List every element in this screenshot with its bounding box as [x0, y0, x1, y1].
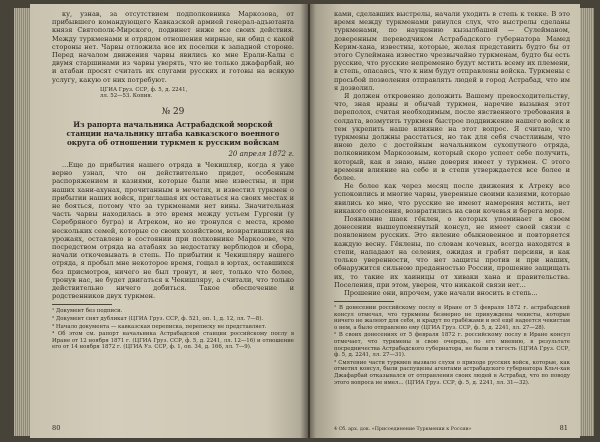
book-gutter — [300, 4, 316, 438]
right-footnote-1: ¹ В донесении российскому послу в Иране от 5 февраля 1872 г. астрабадский консул отмечал, что туркмены безмерно не принуждены чекисты, которые ничего не жалеют для себя, и крадут по грабёжами и всё ещё надеется чекистам о нем, а было отправлено ему (ЦГИА Груз. ССР, ф. 5, д. 2241, лл. 27—28). — [334, 305, 570, 331]
running-footer: 4 Сб. арх. док. «Присоединение Туркмении к России» — [334, 427, 472, 432]
document-number: № 29 — [161, 107, 185, 118]
document-heading: Из рапорта начальника Астрабадской морской станции начальнику штаба кавказского военного округа об отношении туркмен к русским войскам — [66, 120, 280, 148]
right-paragraph-4: Появление шаек гёклен, о которых упоминает в своем донесении вышеупомянутый консул, не имеет своей связи с появлением русских. Это явление обыкновенное и повторяется каждую весну. Гёклены, по словам кочевых, всегда находятся в степи, нападают на селения, ожидая и грабят персиян, и как только уверенности, что нет защиты против и при наших, обнаружится сильною преданностью России, прошение защищать их, то такие их хаиницы от хиваки хана и правительства. Поселения, при этом, уверен, что никакой связи нет... — [334, 215, 570, 289]
right-page — [310, 4, 580, 438]
left-footnote-1: ¹ Документ без подписи. — [52, 308, 123, 315]
footnote-divider — [52, 304, 112, 305]
left-footnotes — [52, 308, 294, 351]
right-footnote-2: ² В своих донесениях от 5 февраля 1872 г. российскому послу в Иране консул отмечает, что туркмены в свою очередь, по его мнению, в результате посредничества Астрабадского губернатора, не были в тягость (ЦГИА Груз. ССР, ф. 5, д. 2241, лл. 27—31). — [334, 332, 570, 359]
left-footnote-4: ⁴ Об этом см. рапорт начальника Астрабадской станции российскому послу в Иране от 12 ноября 1871 г. (ЦГИА Груз. ССР, ф. 5, д. 2241, лл. 12—16) и отношение его от 14 ноября 1872 г. (ЦГИА Уз. ССР, ф. 1, оп. 34, д. 166, лл. 7—9). — [52, 331, 294, 351]
right-footnote-3: ³ Смятение части туркмен вызвало слухи о приходе русских войск, которые, как отметил консул, были распущены агентами астрабадского губернатора Кльч-хан Джафарбай отказывался от отправления своих людей в Астрабад, что по поводу этого вопроса не имел... (ЦГИА Груз. ССР, ф. 5, д. 2241, лл. 31—32). — [334, 359, 570, 386]
footnote-divider — [334, 301, 394, 302]
left-page — [30, 4, 308, 438]
left-paragraph-1: ку, узнав, за отсутствием подполковника Маркозова, от прибывшего командующего Кавказской армией генерал-адъютанта князя Святополк-Мирского, подвинет ниже все своих действия. Между туркменами и отрядом отношения мирные, ни обид с какой стороны нет. Чарвы отложила все их поселки к западной стороне. Перед началом движения чарвы явились ко мне Ерали-Калы с двумя старшинами из чарвы уверять, что не только джафарбай, но и атабаи просят считать их слугами русских и готовы на всякую услугу, какую от них потребуют. — [52, 10, 294, 84]
document-date: 20 апреля 1872 г. — [228, 150, 294, 159]
left-paragraph-2: ...Еще до прибытия нашего отряда в Чекишляр, когда я уже верно узнал, что он действительно придет, особенным распоряжением и казиями, которые были мне известны, и при наших хани-ахунах, прочитанным в мечетях, и известил туркмен о прибытии наших войск, приглашая их оставаться на своих местах и не бояться, потому что за туркменами нет вины. Значительная часть чарвы находилась в это время между устьем Гургени (у Серебряного бугра) и Атреком, но не тронулся с места, кроме нескольких семей, которые со своих хозяйством, возвратившихся на урожаях, оставлено в состоянии при полковнике Маркозове, что посредством отряда на атабаях за недостатку верблюдов и сбора, начали откочевывать в степь. По прибытии к Чекишляру нашего отряда, я пробыл мне некоторое время, гощал в юртах, оставшихся без присмотров, ничего не был тронут, и нет, только что более, тронув нас, не будет двигаться к Чекишляру, а считали, что только действительно ничего добиться. Такое обеспечение и родственников двух туркмен. — [52, 161, 294, 301]
right-paragraph-3: Не более как через месяц после движения к Атреку все успокоились и многие чарвы, уверенные своими казиями, которые явились ко мне, что русские не имеют намерения мстить, нет никакого опасения, возвратились на свои кочевья и берега моря. — [334, 182, 570, 215]
left-source-line-2: лл. 52—53. Копия. — [100, 93, 153, 100]
left-footnote-2: ² Документ снят дубликат (ЦГИА Груз. ССР, ф. 521, оп. 1, д. 12, лл. 7—8). — [52, 316, 264, 323]
right-paragraph-tail: Прошение они, впрочем, уже начали вносить в степь... — [344, 288, 538, 297]
left-footnote-3: ³ Начало документа — кавказская переписка, переписку не представляет. — [52, 323, 267, 330]
right-paragraph-1: ками, сделавших выстрелы, начали уходить в степь к текке. В это время между туркменами ринулся слух, что выстрелы сделаны туркменами, по наущению кызылбашей — Сулейманом, доверенным переводчиком Астрабадского губернатора Мамед Керим-хана, известны, которые, желая представить будто бы от этого Сулеймана известно чрезвычайно туркменам, будто бы есть русские, что русские непременно будут мстить всему их племени, в степь, опасаясь, что к ним будут отправлены войска. Туркмены с просьбой позволения отправлять людей в город Астрабад, что им я дозволил. — [334, 10, 570, 92]
left-source-line: ЦГИА Груз. ССР, ф. 5, д. 2241, — [100, 86, 188, 93]
right-paragraph-2: Я должен откровенно доложить Вашему превосходительству, что, зная нравы и обычай туркмен, наречие вызывая этот переполох, считая необходимым, после явственного требования в солдата, возмутить туркмен быстрое поддвижение нашего войск и тем укрепить наше влияние на этот вопрос. Я считаю, что туркмены должны расстаться, но так для себя счастливым, что иною дело с достойным начальником сухопутного отряда, полковником Маркозовым, который скоро успеет себе получить, который, как я знаю, ныне доверия имеет у туркмен. С этого времени влияние на себе и в степи утверждается все более и более. — [334, 92, 570, 183]
right-page-edges — [580, 8, 594, 436]
right-page-number: 81 — [559, 424, 568, 432]
left-page-number: 80 — [52, 424, 61, 432]
right-footnotes — [334, 305, 570, 386]
